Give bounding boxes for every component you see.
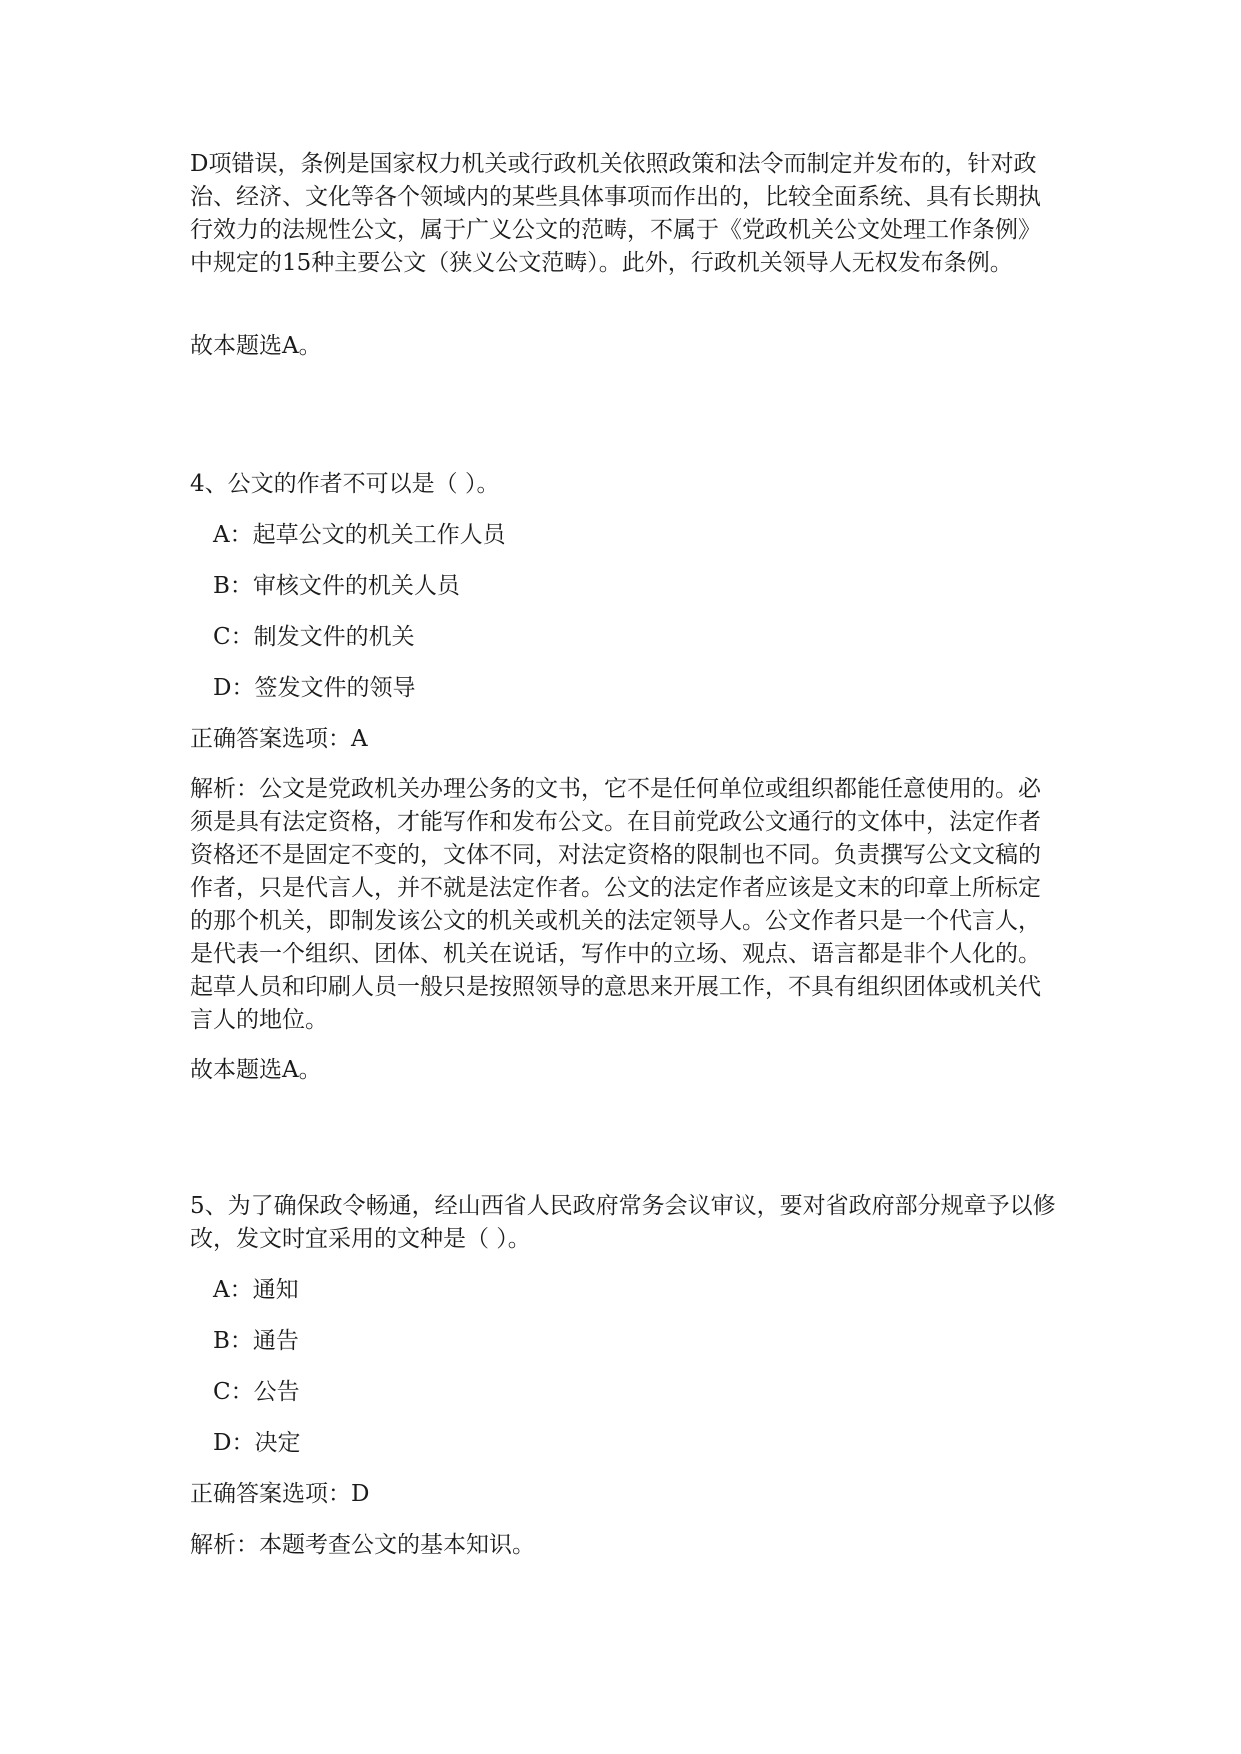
q4-analysis: 解析：公文是党政机关办理公务的文书，它不是任何单位或组织都能任意使用的。必须是具有法定资格，才能写作和发布公文。在目前党政公文通行的文体中，法定作者资格还不是固定不变的，文体不同，对法定资格的限制也不同。负责撰写公文文稿的作者，只是代言人，并不就是法定作者。公文的法定作者应该是文末的印章上所标定的那个机关，即制发该公文的机关或机关的法定领导人。公文作者只是一个代言人，是代表一个组织、团体、机关在说话，写作中的立场、观点、语言都是非个人化的。起草人员和印刷人员一般只是按照领导的意思来开展工作，不具有组织团体或机关代言人的地位。 [190,776,1041,1033]
q4-answer: 正确答案选项：A [190,726,368,752]
q4-option-b: B：审核文件的机关人员 [213,573,460,599]
q4-option-d: D：签发文件的领导 [213,675,416,701]
prev-conclusion: 故本题选A。 [190,333,322,359]
q5-option-c: C：公告 [213,1379,300,1405]
q5-analysis: 解析：本题考查公文的基本知识。 [190,1532,535,1558]
q5-option-a: A：通知 [213,1277,299,1303]
q4-option-c: C：制发文件的机关 [213,624,415,650]
q4-option-a: A：起草公文的机关工作人员 [213,522,506,548]
q4-conclusion: 故本题选A。 [190,1057,322,1083]
q4-question: 4、公文的作者不可以是（ ）。 [190,471,500,497]
prev-explanation-d: D项错误，条例是国家权力机关或行政机关依照政策和法令而制定并发布的，针对政治、经济、文化等各个领域内的某些具体事项而作出的，比较全面系统、具有长期执行效力的法规性公文，属于广义公文的范畴，不属于《党政机关公文处理工作条例》中规定的15种主要公文（狭义公文范畴）。此外，行政机关领导人无权发布条例。 [190,151,1041,276]
q5-option-b: B：通告 [213,1328,299,1354]
q5-question: 5、为了确保政令畅通，经山西省人民政府常务会议审议，要对省政府部分规章予以修改，发文时宜采用的文种是（ ）。 [190,1193,1056,1252]
q5-answer: 正确答案选项：D [190,1481,370,1507]
q5-option-d: D：决定 [213,1430,301,1456]
